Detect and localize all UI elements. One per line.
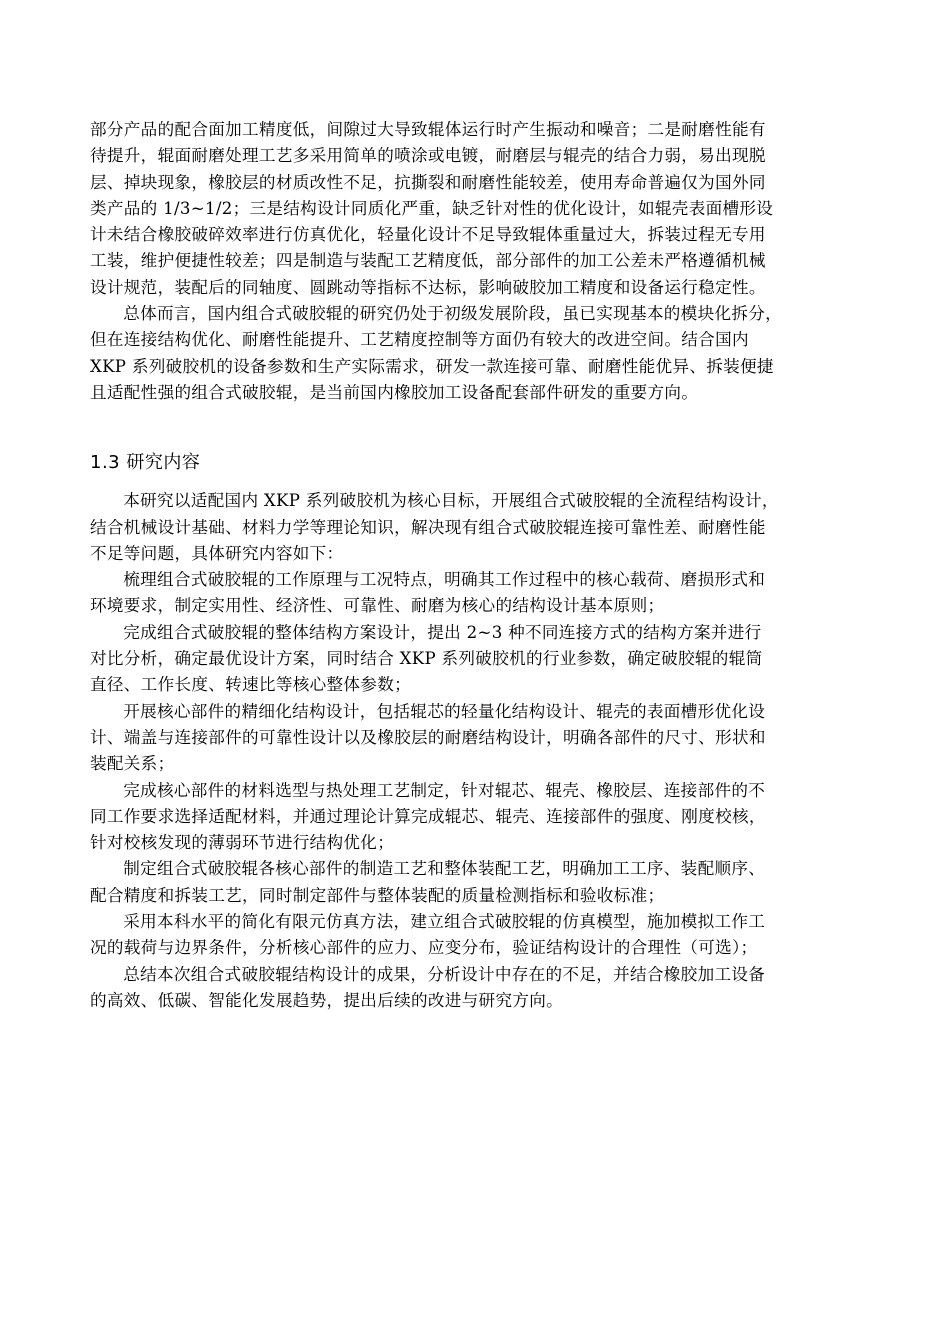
paragraph-research-intro — [90, 488, 862, 567]
text-line: 层、掉块现象，橡胶层的材质改性不足，抗撕裂和耐磨性能较差，使用寿命普遍仅为国外同 — [90, 172, 766, 192]
paragraph-research-item-7 — [90, 962, 862, 1015]
text-line: 完成核心部件的材料选型与热处理工艺制定，针对辊芯、辊壳、橡胶层、连接部件的不 — [123, 780, 766, 800]
text-line: 对比分析，确定最优设计方案，同时结合 XKP 系列破胶机的行业参数，确定破胶辊的辊筒 — [90, 649, 763, 669]
text-line: XKP 系列破胶机的设备参数和生产实际需求，研发一款连接可靠、耐磨性能优异、拆装便捷 — [90, 356, 774, 376]
paragraph-research-item-6 — [90, 909, 862, 962]
text-line: 不足等问题，具体研究内容如下： — [90, 543, 344, 563]
text-line: 部分产品的配合面加工精度低，间隙过大导致辊体运行时产生振动和噪音；二是耐磨性能有 — [90, 120, 766, 139]
text-line: 但在连接结构优化、耐磨性能提升、工艺精度控制等方面仍有较大的改进空间。结合国内 — [90, 330, 749, 350]
text-line: 完成组合式破胶辊的整体结构方案设计，提出 2~3 种不同连接方式的结构方案并进行 — [123, 622, 762, 642]
paragraph-research-item-2 — [90, 620, 862, 699]
text-line: 开展核心部件的精细化结构设计，包括辊芯的轻量化结构设计、辊壳的表面槽形优化设 — [123, 701, 766, 721]
heading-spacer — [90, 476, 862, 488]
text-line: 采用本科水平的简化有限元仿真方法，建立组合式破胶辊的仿真模型，施加模拟工作工 — [123, 912, 766, 932]
text-line: 且适配性强的组合式破胶辊，是当前国内橡胶加工设备配套部件研发的重要方向。 — [90, 382, 699, 402]
paragraph-summary — [90, 301, 862, 406]
text-line: 梳理组合式破胶辊的工作原理与工况特点，明确其工作过程中的核心载荷、磨损形式和 — [123, 570, 766, 590]
text-line: 本研究以适配国内 XKP 系列破胶机为核心目标，开展组合式破胶辊的全流程结构设计， — [123, 491, 779, 511]
text-line: 况的载荷与边界条件，分析核心部件的应力、应变分布，验证结构设计的合理性（可选）； — [90, 938, 758, 958]
paragraph-research-item-5 — [90, 856, 862, 909]
section-heading: 1.3 研究内容 — [90, 452, 201, 474]
text-line: 装配关系； — [90, 754, 175, 774]
text-line: 设计规范，装配后的同轴度、圆跳动等指标不达标，影响破胶加工精度和设备运行稳定性。 — [90, 277, 766, 297]
paragraph-research-item-3 — [90, 699, 862, 778]
text-line: 制定组合式破胶辊各核心部件的制造工艺和整体装配工艺，明确加工工序、装配顺序、 — [123, 859, 766, 879]
paragraph-research-item-1 — [90, 567, 862, 620]
text-line: 配合精度和拆装工艺，同时制定部件与整体装配的质量检测指标和验收标准； — [90, 885, 665, 905]
paragraph-research-item-4 — [90, 778, 862, 857]
text-line: 同工作要求选择适配材料，并通过理论计算完成辊芯、辊壳、连接部件的强度、刚度校核， — [90, 806, 766, 826]
text-line: 直径、工作长度、转速比等核心整体参数； — [90, 675, 411, 695]
text-line: 结合机械设计基础、材料力学等理论知识，解决现有组合式破胶辊连接可靠性差、耐磨性能 — [90, 517, 766, 537]
text-line: 工装，维护便捷性较差；四是制造与装配工艺精度低，部分部件的加工公差未严格遵循机械 — [90, 251, 766, 271]
text-line: 的高效、低碳、智能化发展趋势，提出后续的改进与研究方向。 — [90, 990, 564, 1010]
paragraph-problems-continued — [90, 117, 862, 301]
text-line: 类产品的 1/3~1/2；三是结构设计同质化严重，缺乏针对性的优化设计，如辊壳表面槽形设 — [90, 198, 774, 218]
document-body — [90, 117, 862, 1014]
text-line: 总体而言，国内组合式破胶辊的研究仍处于初级发展阶段，虽已实现基本的模块化拆分， — [123, 304, 783, 324]
text-line: 计、端盖与连接部件的可靠性设计以及橡胶层的耐磨结构设计，明确各部件的尺寸、形状和 — [90, 727, 766, 747]
text-line: 待提升，辊面耐磨处理工艺多采用简单的喷涂或电镀，耐磨层与辊壳的结合力弱，易出现脱 — [90, 146, 766, 166]
text-line: 计未结合橡胶破碎效率进行仿真优化，轻量化设计不足导致辊体重量过大，拆装过程无专用 — [90, 225, 766, 245]
section-spacer — [90, 406, 862, 450]
text-line: 针对校核发现的薄弱环节进行结构优化； — [90, 833, 395, 853]
text-line: 总结本次组合式破胶辊结构设计的成果，分析设计中存在的不足，并结合橡胶加工设备 — [123, 964, 766, 984]
text-line: 环境要求，制定实用性、经济性、可靠性、耐磨为核心的结构设计基本原则； — [90, 596, 665, 616]
